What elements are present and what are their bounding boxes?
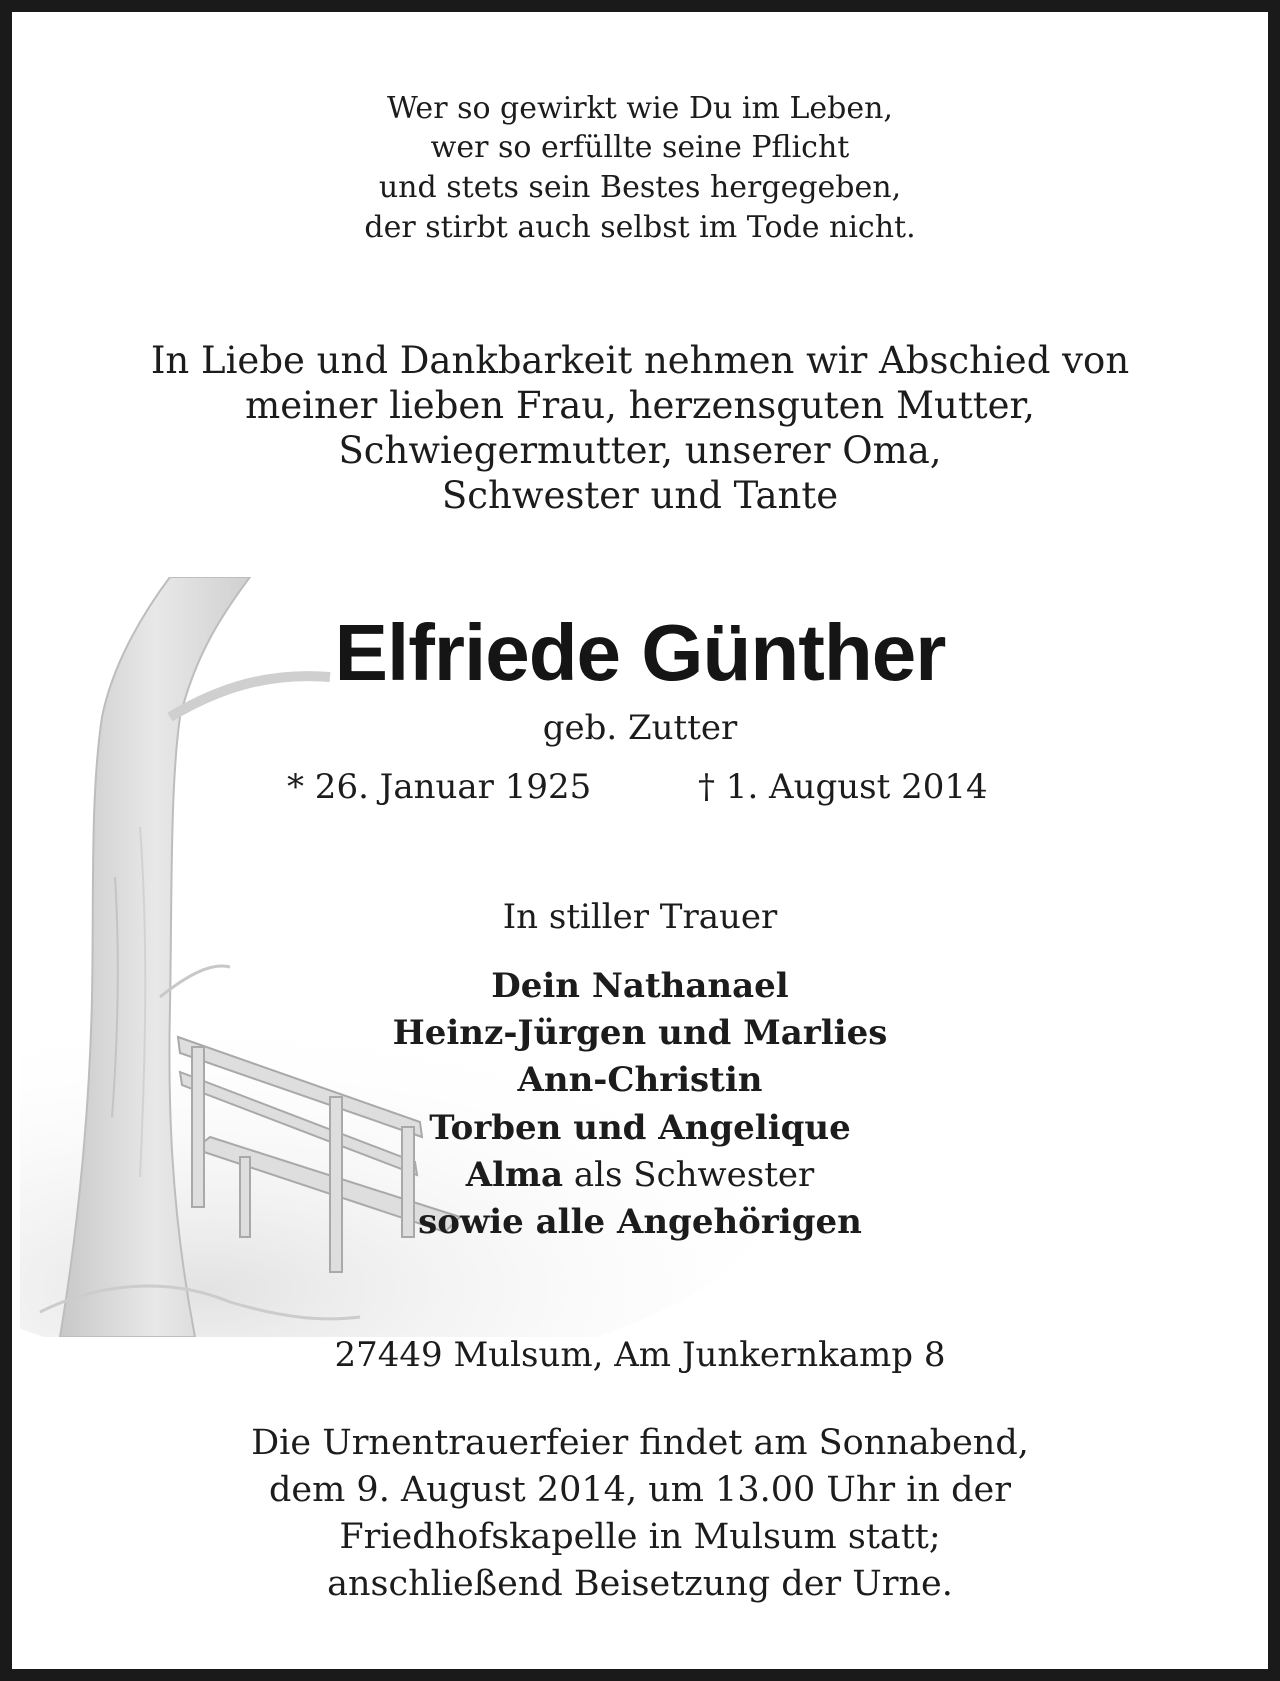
birth-date: * 26. Januar 1925: [287, 767, 592, 807]
ceremony-line: Friedhofskapelle in Mulsum statt;: [339, 1517, 941, 1557]
ceremony-line: dem 9. August 2014, um 13.00 Uhr in der: [269, 1470, 1011, 1510]
deceased-name: Elfriede Günther: [334, 608, 946, 697]
mourner-name: Heinz-Jürgen und Marlies: [392, 1013, 888, 1053]
mourner-name: Ann-Christin: [517, 1060, 763, 1100]
ceremony-line: Die Urnentrauerfeier findet am Sonnabend,: [251, 1423, 1029, 1463]
mourner-sister-relation: als Schwester: [563, 1155, 815, 1195]
verse-line: Wer so gewirkt wie Du im Leben,: [387, 91, 893, 126]
verse-line: und stets sein Bestes hergegeben,: [378, 170, 902, 205]
death-date: † 1. August 2014: [698, 767, 988, 807]
address: 27449 Mulsum, Am Junkernkamp 8: [334, 1335, 946, 1375]
mourner-name: Torben und Angelique: [429, 1108, 851, 1148]
intro-line: meiner lieben Frau, herzensguten Mutter,: [245, 384, 1035, 427]
intro-line: In Liebe und Dankbarkeit nehmen wir Abschied von: [150, 339, 1130, 382]
ceremony-line: anschließend Beisetzung der Urne.: [327, 1564, 953, 1604]
mourner-sister-name: Alma: [465, 1155, 564, 1195]
mourner-sister: [12, 1155, 1268, 1195]
intro-line: Schwester und Tante: [441, 474, 839, 517]
mourning-heading: In stiller Trauer: [502, 897, 778, 937]
mourner-name: Dein Nathanael: [491, 966, 789, 1006]
maiden-name: geb. Zutter: [542, 708, 738, 748]
verse-line: der stirbt auch selbst im Tode nicht.: [364, 210, 916, 245]
verse-line: wer so erfüllte seine Pflicht: [430, 130, 850, 165]
mourners-closing: sowie alle Angehörigen: [418, 1202, 862, 1242]
intro-line: Schwiegermutter, unserer Oma,: [338, 429, 942, 472]
life-dates: [12, 767, 1268, 813]
